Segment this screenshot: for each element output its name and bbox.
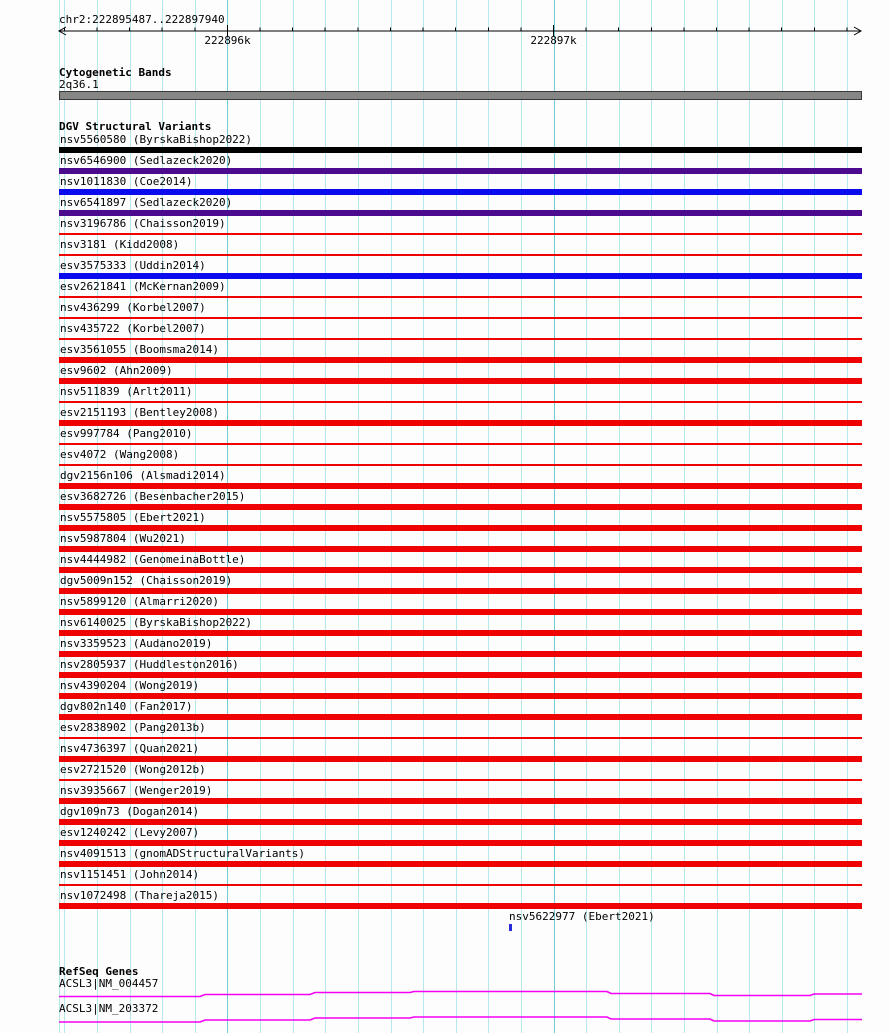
- gridline: [847, 0, 848, 1033]
- variant-label[interactable]: esv3682726 (Besenbacher2015): [60, 490, 246, 503]
- variant-bar[interactable]: [59, 651, 862, 657]
- variant-label[interactable]: nsv4390204 (Wong2019): [60, 679, 200, 692]
- variant-label[interactable]: nsv1072498 (Thareja2015): [60, 889, 219, 902]
- gridline: [293, 0, 294, 1033]
- variant-label[interactable]: nsv3181 (Kidd2008): [60, 238, 180, 251]
- gridline: [586, 0, 587, 1033]
- variant-label[interactable]: esv3561055 (Boomsma2014): [60, 343, 219, 356]
- variant-label[interactable]: nsv2805937 (Huddleston2016): [60, 658, 239, 671]
- variant-bar[interactable]: [59, 903, 862, 909]
- variant-bar[interactable]: [59, 672, 862, 678]
- variant-bar[interactable]: [59, 840, 862, 846]
- variant-label[interactable]: nsv3196786 (Chaisson2019): [60, 217, 226, 230]
- ruler-tick-label-222897k: 222897k: [530, 34, 577, 47]
- variant-label[interactable]: nsv6140025 (ByrskaBishop2022): [60, 616, 253, 629]
- variant-label[interactable]: nsv511839 (Arlt2011): [60, 385, 193, 398]
- gridline: [423, 0, 424, 1033]
- variant-bar[interactable]: [59, 443, 862, 445]
- cytogenetic-track-title: Cytogenetic Bands: [59, 66, 172, 79]
- variant-bar[interactable]: [59, 567, 862, 573]
- variant-bar[interactable]: [59, 630, 862, 636]
- gridline: [325, 0, 326, 1033]
- gridline: [358, 0, 359, 1033]
- variant-bar[interactable]: [59, 147, 862, 153]
- variant-label[interactable]: nsv436299 (Korbel2007): [60, 301, 206, 314]
- variant-bar[interactable]: [59, 210, 862, 216]
- variant-bar[interactable]: [59, 779, 862, 781]
- variant-label[interactable]: dgv802n140 (Fan2017): [60, 700, 193, 713]
- variant-bar[interactable]: [59, 464, 862, 466]
- variant-bar[interactable]: [59, 714, 862, 720]
- variant-label[interactable]: dgv109n73 (Dogan2014): [60, 805, 200, 818]
- variant-label[interactable]: esv4072 (Wang2008): [60, 448, 180, 461]
- variant-bar[interactable]: [59, 588, 862, 594]
- variant-label[interactable]: nsv5899120 (Almarri2020): [60, 595, 219, 608]
- variant-label[interactable]: esv1240242 (Levy2007): [60, 826, 200, 839]
- variant-bar[interactable]: [59, 546, 862, 552]
- variant-bar[interactable]: [59, 737, 862, 739]
- gridline: [684, 0, 685, 1033]
- gridline: [521, 0, 522, 1033]
- variant-bar[interactable]: [59, 483, 862, 489]
- cytoband-2q36-1-bar: [59, 91, 862, 100]
- gridline: [554, 0, 555, 1033]
- variant-label[interactable]: nsv5622977 (Ebert2021): [509, 910, 655, 923]
- variant-label[interactable]: nsv5575805 (Ebert2021): [60, 511, 206, 524]
- variant-bar[interactable]: [59, 693, 862, 699]
- variant-label[interactable]: nsv4091513 (gnomADStructuralVariants): [60, 847, 306, 860]
- variant-bar[interactable]: [59, 609, 862, 615]
- variant-bar[interactable]: [59, 357, 862, 363]
- variant-bar[interactable]: [59, 884, 862, 886]
- variant-label[interactable]: nsv3935667 (Wenger2019): [60, 784, 213, 797]
- gene-label-nm-203372[interactable]: ACSL3|NM_203372: [59, 1002, 159, 1015]
- variant-label[interactable]: nsv435722 (Korbel2007): [60, 322, 206, 335]
- variant-label[interactable]: esv9602 (Ahn2009): [60, 364, 173, 377]
- variant-bar[interactable]: [59, 504, 862, 510]
- gridline: [651, 0, 652, 1033]
- variant-bar[interactable]: [59, 401, 862, 403]
- variant-bar[interactable]: [59, 168, 862, 174]
- dgv-track-title: DGV Structural Variants: [59, 120, 212, 133]
- variant-label[interactable]: nsv5560580 (ByrskaBishop2022): [60, 133, 253, 146]
- ruler-tick-label-222896k: 222896k: [204, 34, 251, 47]
- variant-label[interactable]: esv2151193 (Bentley2008): [60, 406, 219, 419]
- variant-label[interactable]: esv2621841 (McKernan2009): [60, 280, 226, 293]
- variant-label[interactable]: nsv4444982 (GenomeinaBottle): [60, 553, 246, 566]
- variant-bar[interactable]: [59, 798, 862, 804]
- variant-label[interactable]: esv997784 (Pang2010): [60, 427, 193, 440]
- gridline: [391, 0, 392, 1033]
- variant-bar[interactable]: [59, 273, 862, 279]
- variant-label[interactable]: esv3575333 (Uddin2014): [60, 259, 206, 272]
- variant-bar[interactable]: [59, 296, 862, 298]
- variant-bar[interactable]: [59, 378, 862, 384]
- variant-label[interactable]: esv2838902 (Pang2013b): [60, 721, 206, 734]
- refseq-track-title: RefSeq Genes: [59, 965, 139, 978]
- gridline: [260, 0, 261, 1033]
- variant-label[interactable]: dgv2156n106 (Alsmadi2014): [60, 469, 226, 482]
- variant-label[interactable]: esv2721520 (Wong2012b): [60, 763, 206, 776]
- variant-label[interactable]: nsv1011830 (Coe2014): [60, 175, 193, 188]
- variant-bar[interactable]: [59, 338, 862, 340]
- variant-label[interactable]: nsv4736397 (Quan2021): [60, 742, 200, 755]
- ruler-axis-line: [59, 25, 861, 37]
- gridline: [717, 0, 718, 1033]
- variant-label[interactable]: nsv5987804 (Wu2021): [60, 532, 186, 545]
- variant-bar[interactable]: [59, 819, 862, 825]
- variant-bar[interactable]: [59, 861, 862, 867]
- variant-bar[interactable]: [59, 756, 862, 762]
- region-label: chr2:222895487..222897940: [59, 13, 225, 26]
- gridline: [619, 0, 620, 1033]
- variant-bar[interactable]: [59, 233, 862, 235]
- gridline: [782, 0, 783, 1033]
- gene-line-nm-203372[interactable]: [59, 1017, 862, 1022]
- variant-bar[interactable]: [59, 525, 862, 531]
- variant-label[interactable]: nsv6541897 (Sedlazeck2020): [60, 196, 233, 209]
- variant-bar[interactable]: [59, 189, 862, 195]
- variant-label[interactable]: nsv6546900 (Sedlazeck2020): [60, 154, 233, 167]
- gridline: [488, 0, 489, 1033]
- gridline: [749, 0, 750, 1033]
- gene-label-nm-004457[interactable]: ACSL3|NM_004457: [59, 977, 159, 990]
- variant-label[interactable]: dgv5009n152 (Chaisson2019): [60, 574, 233, 587]
- variant-bar[interactable]: [59, 317, 862, 319]
- cytoband-label: 2q36.1: [59, 78, 99, 91]
- variant-bar[interactable]: [59, 254, 862, 256]
- gene-line-nm-004457[interactable]: [59, 992, 862, 997]
- variant-label[interactable]: nsv1151451 (John2014): [60, 868, 200, 881]
- variant-point-marker[interactable]: [509, 924, 512, 931]
- gridline: [456, 0, 457, 1033]
- variant-bar[interactable]: [59, 420, 862, 426]
- gridline: [814, 0, 815, 1033]
- variant-label[interactable]: nsv3359523 (Audano2019): [60, 637, 213, 650]
